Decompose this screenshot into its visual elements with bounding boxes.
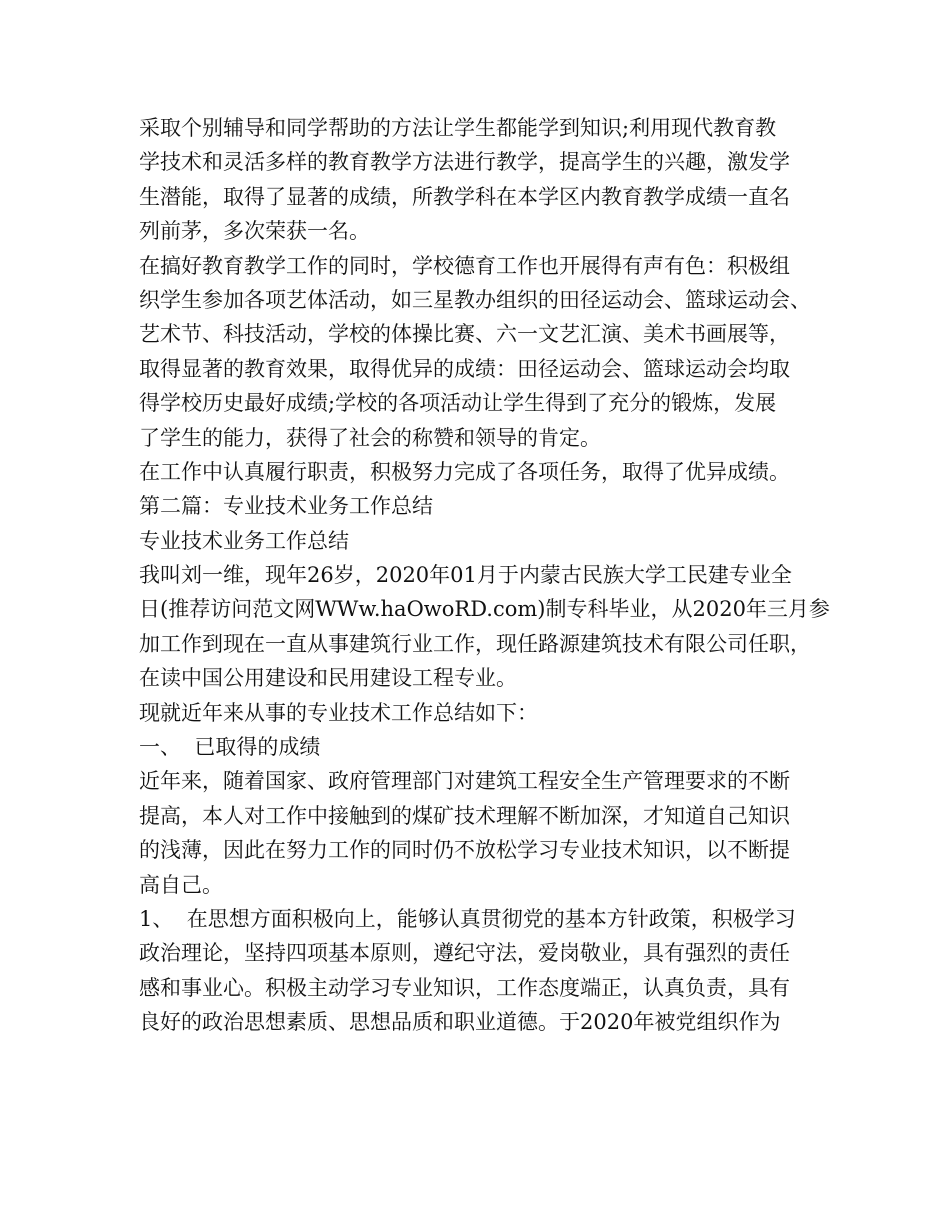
text-line: 生潜能，取得了显著的成绩，所教学科在本学区内教育教学成绩一直名 (139, 184, 790, 209)
text-line: 学技术和灵活多样的教育教学方法进行教学，提高学生的兴趣，激发学 (139, 150, 790, 175)
text-line: 了学生的能力，获得了社会的称赞和领导的肯定。 (139, 425, 601, 450)
section-heading: 第二篇：专业技术业务工作总结 (139, 494, 433, 519)
numbered-item-line: 1、 在思想方面积极向上，能够认真贯彻党的基本方针政策，积极学习 (139, 906, 796, 931)
text-line: 高自己。 (139, 872, 223, 897)
text-line: 良好的政治思想素质、思想品质和职业道德。于2020年被党组织作为 (139, 1010, 781, 1035)
text-line: 加工作到现在一直从事建筑行业工作，现任路源建筑技术有限公司任职， (139, 631, 811, 656)
text-line: 现就近年来从事的专业技术工作总结如下： (139, 700, 538, 725)
text-line: 在读中国公用建设和民用建设工程专业。 (139, 666, 517, 691)
text-line: 在搞好教育教学工作的同时，学校德育工作也开展得有声有色：积极组 (139, 253, 790, 278)
text-line: 采取个别辅导和同学帮助的方法让学生都能学到知识;利用现代教育教 (139, 116, 777, 140)
text-line: 织学生参加各项艺体活动，如三星教办组织的田径运动会、篮球运动会、 (139, 287, 811, 312)
text-line: 感和事业心。积极主动学习专业知识，工作态度端正，认真负责，具有 (139, 975, 790, 1000)
document-title: 专业技术业务工作总结 (139, 528, 349, 553)
text-line: 政治理论，坚持四项基本原则，遵纪守法，爱岗敬业，具有强烈的责任 (139, 941, 790, 966)
text-line: 我叫刘一维，现年26岁，2020年01月于内蒙古民族大学工民建专业全 (139, 563, 792, 588)
text-line: 取得显著的教育效果，取得优异的成绩：田径运动会、篮球运动会均取 (139, 356, 790, 381)
text-line: 日(推荐访问范文网WWw.haOwoRD.com)制专科毕业，从2020年三月参 (139, 597, 830, 622)
text-line: 列前茅，多次荣获一名。 (139, 219, 370, 244)
text-line: 的浅薄，因此在努力工作的同时仍不放松学习专业技术知识，以不断提 (139, 838, 790, 863)
document-body (139, 111, 839, 1040)
text-line: 艺术节、科技活动，学校的体操比赛、六一文艺汇演、美术书画展等， (139, 322, 790, 347)
text-line: 提高，本人对工作中接触到的煤矿技术理解不断加深，才知道自己知识 (139, 803, 790, 828)
text-line: 在工作中认真履行职责，积极努力完成了各项任务，取得了优异成绩。 (139, 459, 790, 484)
subsection-heading: 一、 已取得的成绩 (139, 735, 321, 760)
text-line: 近年来，随着国家、政府管理部门对建筑工程安全生产管理要求的不断 (139, 769, 790, 794)
text-line: 得学校历史最好成绩;学校的各项活动让学生得到了充分的锻炼，发展 (139, 391, 777, 416)
